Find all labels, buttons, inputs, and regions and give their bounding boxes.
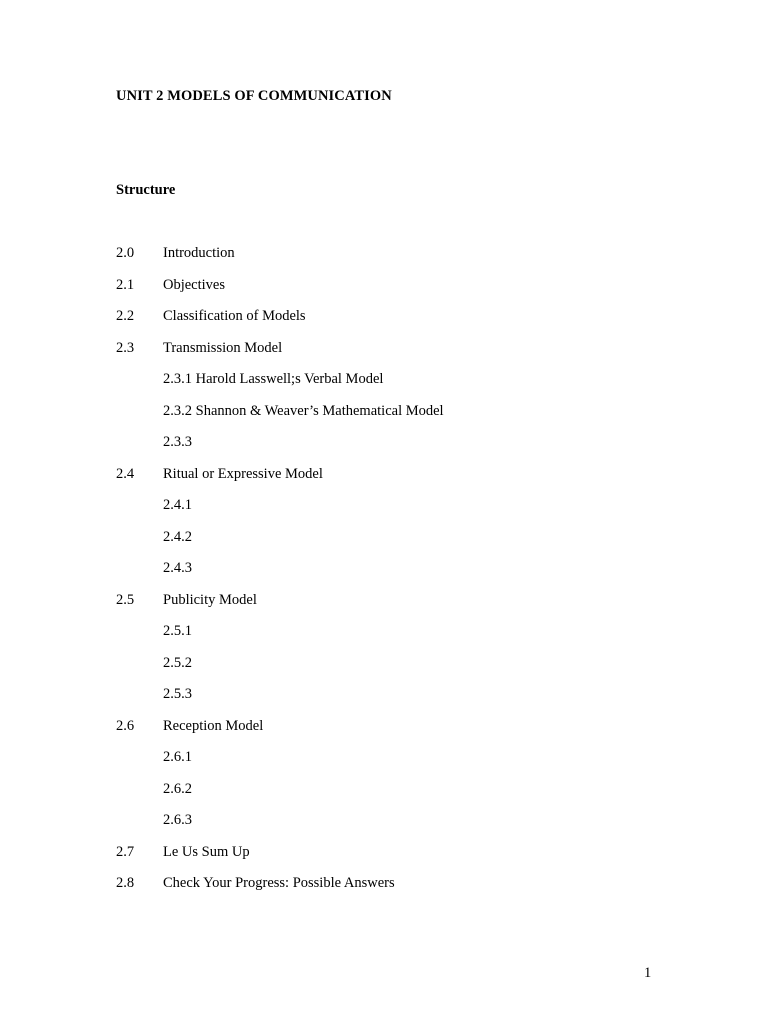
- toc-subitem-2-6-3: [116, 811, 444, 843]
- toc-number: 2.6: [116, 717, 135, 734]
- page-number: 1: [644, 965, 652, 981]
- toc-label: Le Us Sum Up: [163, 843, 250, 860]
- toc-subitem-2-3-1: [116, 370, 444, 402]
- toc-subitem-2-5-3: [116, 685, 444, 717]
- toc-number: 2.5: [116, 591, 135, 608]
- toc-item-2-7: [116, 843, 444, 875]
- toc-label: 2.6.3: [163, 812, 192, 828]
- toc-label: 2.6.2: [163, 780, 192, 797]
- toc-label: Classification of Models: [163, 308, 306, 324]
- toc-label: Reception Model: [163, 717, 264, 734]
- toc-label: 2.4.3: [163, 560, 192, 576]
- toc-subitem-2-4-3: [116, 559, 444, 591]
- toc-number: 2.1: [116, 276, 135, 293]
- toc-item-2-3: [116, 339, 444, 371]
- toc-subitem-2-3-3: [116, 433, 444, 465]
- toc-item-2-2: [116, 307, 444, 339]
- toc-number: 2.4: [116, 465, 135, 482]
- table-of-contents: [116, 244, 444, 906]
- toc-subitem-2-5-2: [116, 654, 444, 686]
- toc-label: 2.3.2 Shannon & Weaver’s Mathematical Model: [163, 402, 444, 419]
- toc-number: 2.2: [116, 308, 135, 324]
- document-title: UNIT 2 MODELS OF COMMUNICATION: [116, 88, 392, 104]
- toc-item-2-5: [116, 591, 444, 623]
- toc-item-2-1: [116, 276, 444, 308]
- toc-subitem-2-3-2: [116, 402, 444, 434]
- toc-label: Publicity Model: [163, 591, 257, 608]
- toc-number: 2.7: [116, 843, 135, 860]
- structure-heading: Structure: [116, 182, 176, 198]
- toc-label: Check Your Progress: Possible Answers: [163, 875, 395, 891]
- toc-item-2-4: [116, 465, 444, 497]
- toc-subitem-2-4-2: [116, 528, 444, 560]
- toc-label: 2.5.3: [163, 686, 192, 702]
- toc-item-2-6: [116, 717, 444, 749]
- toc-subitem-2-6-2: [116, 780, 444, 812]
- toc-label: 2.3.1 Harold Lasswell;s Verbal Model: [163, 371, 384, 387]
- toc-subitem-2-5-1: [116, 622, 444, 654]
- toc-label: Introduction: [163, 245, 235, 261]
- toc-label: 2.6.1: [163, 749, 192, 765]
- toc-label: 2.5.2: [163, 654, 192, 671]
- toc-label: 2.5.1: [163, 623, 192, 639]
- toc-number: 2.3: [116, 339, 135, 356]
- toc-label: Ritual or Expressive Model: [163, 465, 323, 482]
- toc-label: Transmission Model: [163, 339, 283, 356]
- toc-subitem-2-4-1: [116, 496, 444, 528]
- toc-subitem-2-6-1: [116, 748, 444, 780]
- toc-number: 2.0: [116, 245, 135, 261]
- toc-number: 2.8: [116, 875, 135, 891]
- toc-label: Objectives: [163, 276, 226, 293]
- toc-label: 2.4.1: [163, 497, 192, 513]
- toc-label: 2.3.3: [163, 434, 192, 450]
- toc-item-2-0: [116, 244, 444, 276]
- toc-item-2-8: [116, 874, 444, 906]
- toc-label: 2.4.2: [163, 528, 192, 545]
